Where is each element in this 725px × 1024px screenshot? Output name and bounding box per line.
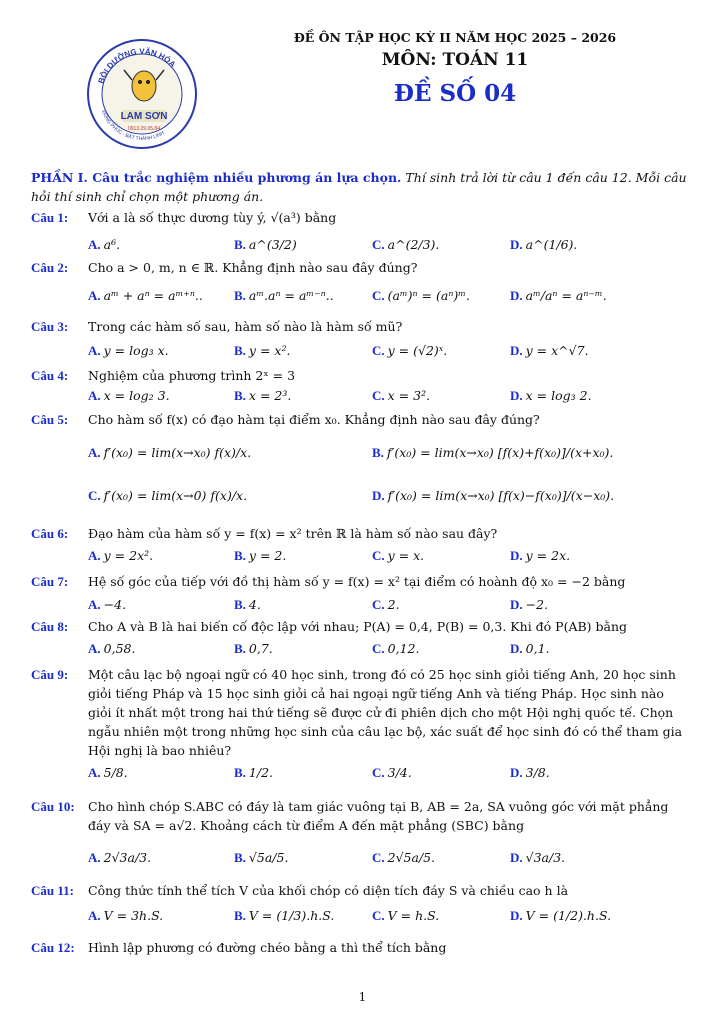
option-c[interactable] (372, 908, 439, 924)
option-b[interactable] (234, 237, 297, 253)
question-4 (31, 366, 691, 385)
option-text: −4. (103, 597, 127, 612)
option-label: C. (372, 388, 385, 403)
question-number: Câu 11: (31, 883, 74, 898)
option-text: f′(x₀) = lim(x→x₀) [f(x)−f(x₀)]/(x−x₀). (387, 488, 615, 503)
option-label: B. (234, 908, 246, 923)
option-b[interactable] (234, 765, 273, 781)
question-5 (31, 410, 691, 429)
option-label: D. (510, 908, 523, 923)
option-c[interactable] (372, 641, 419, 657)
question-9 (31, 665, 691, 760)
option-d[interactable] (510, 641, 550, 657)
question-text: Hệ số góc của tiếp với đồ thị hàm số y = f(x) = x² tại điểm có hoành độ x₀ = −2 bằng (88, 574, 626, 589)
question-text: Với a là số thực dương tùy ý, √(a³) bằng (88, 210, 337, 225)
question-text: Một câu lạc bộ ngoại ngữ có 40 học sinh, trong đó có 25 học sinh giỏi tiếng Anh, 20 học sinh giỏi tiếng Pháp và 15 học sinh giỏi cả hai ngoại ngữ tiếng Anh và tiếng Pháp. Học sinh nào giỏi ít nhất một trong hai thứ tiếng sẽ được cử đi phiên dịch cho một Hội nghị quốc tế. Chọn ngẫu nhiên một trong những học sinh của câu lạc bộ, xác suất để học sinh đó có thể tham gia Hội nghị là bao nhiêu? (88, 667, 683, 758)
option-label: B. (372, 445, 384, 460)
question-number: Câu 5: (31, 412, 69, 427)
question-10 (31, 797, 691, 835)
question-number: Câu 3: (31, 319, 69, 334)
option-label: A. (88, 388, 101, 403)
option-d[interactable] (510, 548, 570, 564)
option-text: 0,1. (525, 641, 550, 656)
option-label: D. (510, 388, 523, 403)
option-b[interactable] (234, 343, 290, 359)
option-label: B. (234, 850, 246, 865)
option-label: C. (372, 908, 385, 923)
option-label: A. (88, 908, 101, 923)
option-d[interactable] (510, 343, 589, 359)
option-text: (aᵐ)ⁿ = (aⁿ)ᵐ. (387, 288, 470, 303)
question-number: Câu 10: (31, 799, 75, 814)
question-text: Đạo hàm của hàm số y = f(x) = x² trên ℝ là hàm số nào sau đây? (88, 526, 498, 541)
option-text: aᵐ/aⁿ = aⁿ⁻ᵐ. (525, 288, 607, 303)
option-text: √5a/5. (248, 850, 289, 865)
option-text: V = (1/2).h.S. (525, 908, 612, 923)
option-label: A. (88, 765, 101, 780)
option-a[interactable] (88, 597, 126, 613)
option-text: 2√3a/3. (103, 850, 152, 865)
option-label: C. (372, 288, 385, 303)
question-text: Công thức tính thể tích V của khối chóp có diện tích đáy S và chiều cao h là (88, 883, 569, 898)
option-label: C. (372, 765, 385, 780)
option-c[interactable] (372, 548, 424, 564)
question-text: Trong các hàm số sau, hàm số nào là hàm số mũ? (88, 319, 403, 334)
option-d[interactable] (510, 597, 548, 613)
option-a[interactable] (88, 237, 120, 253)
exam-title: ĐỀ ÔN TẬP HỌC KỲ II NĂM HỌC 2025 – 2026 (293, 30, 617, 45)
option-text: V = (1/3).h.S. (248, 908, 335, 923)
option-a[interactable] (88, 445, 251, 461)
option-label: C. (372, 237, 385, 252)
question-text: Cho a > 0, m, n ∈ ℝ. Khẳng định nào sau đây đúng? (88, 260, 418, 275)
option-a[interactable] (88, 388, 170, 404)
option-d[interactable] (510, 288, 607, 304)
question-number: Câu 7: (31, 574, 69, 589)
option-label: B. (234, 548, 246, 563)
option-b[interactable] (234, 548, 286, 564)
option-label: C. (372, 641, 385, 656)
option-label: A. (88, 641, 101, 656)
option-a[interactable] (88, 908, 163, 924)
option-text: y = log₃ x. (103, 343, 169, 358)
part-heading (31, 168, 691, 206)
option-b[interactable] (234, 597, 261, 613)
option-text: 5/8. (103, 765, 128, 780)
option-b[interactable] (372, 445, 613, 461)
page-number: 1 (358, 990, 367, 1004)
option-text: 2√5a/5. (387, 850, 436, 865)
question-text: Hình lập phương có đường chéo bằng a thì thể tích bằng (88, 940, 447, 955)
option-text: x = log₃ 2. (525, 388, 592, 403)
option-text: a^(3/2) (248, 237, 297, 252)
option-label: A. (88, 445, 101, 460)
subject-title: MÔN: TOÁN 11 (381, 50, 529, 70)
question-12 (31, 938, 691, 957)
question-number: Câu 9: (31, 667, 69, 682)
option-label: B. (234, 597, 246, 612)
svg-text:LAM SƠN: LAM SƠN (120, 111, 168, 122)
option-label: D. (510, 343, 523, 358)
option-label: B. (234, 237, 246, 252)
option-text: √3a/3. (525, 850, 566, 865)
option-text: x = 2³. (248, 388, 292, 403)
option-c[interactable] (372, 237, 439, 253)
option-text: y = 2x². (103, 548, 154, 563)
option-text: 2. (387, 597, 400, 612)
option-label: C. (88, 488, 101, 503)
option-text: 0,58. (103, 641, 136, 656)
option-label: B. (234, 343, 246, 358)
option-c[interactable] (372, 597, 400, 613)
option-text: 3/4. (387, 765, 412, 780)
option-c[interactable] (88, 488, 247, 504)
option-a[interactable] (88, 850, 151, 866)
option-a[interactable] (88, 641, 135, 657)
option-c[interactable] (372, 850, 435, 866)
question-number: Câu 2: (31, 260, 69, 275)
option-label: D. (510, 237, 523, 252)
question-8 (31, 617, 691, 636)
svg-text:BỒI DƯỠNG VĂN HÓA: BỒI DƯỠNG VĂN HÓA (96, 46, 178, 85)
option-label: D. (510, 288, 523, 303)
question-text: Cho A và B là hai biến cố độc lập với nhau; P(A) = 0,4, P(B) = 0,3. Khi đó P(AB) bằng (88, 619, 628, 634)
option-text: aᵐ + aⁿ = aᵐ⁺ⁿ.. (103, 288, 203, 303)
option-label: D. (510, 597, 523, 612)
option-text: f′(x₀) = lim(x→0) f(x)/x. (103, 488, 248, 503)
option-label: A. (88, 850, 101, 865)
option-d[interactable] (510, 388, 592, 404)
option-text: 0,12. (387, 641, 420, 656)
question-number: Câu 12: (31, 940, 75, 955)
option-d[interactable] (510, 765, 550, 781)
option-text: x = 3². (387, 388, 431, 403)
option-a[interactable] (88, 288, 203, 304)
option-text: y = 2x. (525, 548, 571, 563)
svg-text:0913.29.05.84: 0913.29.05.84 (128, 126, 160, 132)
option-d[interactable] (510, 237, 577, 253)
option-text: 0,7. (248, 641, 273, 656)
option-text: a^(2/3). (387, 237, 440, 252)
option-a[interactable] (88, 765, 128, 781)
option-text: a^(1/6). (525, 237, 578, 252)
option-label: A. (88, 237, 101, 252)
option-label: A. (88, 343, 101, 358)
option-label: D. (510, 641, 523, 656)
option-label: D. (510, 850, 523, 865)
option-label: C. (372, 850, 385, 865)
option-label: B. (234, 765, 246, 780)
part-instruction: Thí sinh trả lời từ câu 1 đến câu 12. Mỗi câu hỏi thí sinh chỉ chọn một phương án. (31, 170, 687, 204)
option-text: V = h.S. (387, 908, 440, 923)
option-label: A. (88, 548, 101, 563)
option-text: −2. (525, 597, 549, 612)
option-label: A. (88, 288, 101, 303)
part-title: PHẦN I. Câu trắc nghiệm nhiều phương án lựa chọn. (31, 170, 402, 185)
option-label: C. (372, 343, 385, 358)
option-text: x = log₂ 3. (103, 388, 170, 403)
option-label: B. (234, 388, 246, 403)
option-label: D. (510, 548, 523, 563)
option-d[interactable] (372, 488, 614, 504)
option-d[interactable] (510, 908, 611, 924)
question-text: Nghiệm của phương trình 2ˣ = 3 (88, 368, 296, 383)
option-b[interactable] (234, 288, 334, 304)
option-text: 4. (248, 597, 261, 612)
option-b[interactable] (234, 908, 334, 924)
option-a[interactable] (88, 343, 169, 359)
option-d[interactable] (510, 850, 565, 866)
option-label: A. (88, 597, 101, 612)
question-number: Câu 1: (31, 210, 69, 225)
option-c[interactable] (372, 765, 412, 781)
question-number: Câu 8: (31, 619, 69, 634)
option-c[interactable] (372, 388, 430, 404)
option-label: D. (510, 765, 523, 780)
option-text: a⁶. (103, 237, 121, 252)
question-6 (31, 524, 691, 543)
question-11 (31, 881, 691, 900)
option-text: f′(x₀) = lim(x→x₀) f(x)/x. (103, 445, 252, 460)
lam-son-logo (86, 38, 198, 150)
option-text: y = x^√7. (525, 343, 589, 358)
option-text: y = 2. (248, 548, 287, 563)
option-text: y = x. (387, 548, 425, 563)
question-text: Cho hình chóp S.ABC có đáy là tam giác vuông tại B, AB = 2a, SA vuông góc với mặt phẳng đáy và SA = a√2. Khoảng cách từ điểm A đến mặt phẳng (SBC) bằng (88, 799, 669, 833)
option-label: B. (234, 288, 246, 303)
option-text: V = 3h.S. (103, 908, 164, 923)
svg-text:ĐỒNG PHÚC - BẮT THÀNH LINH: ĐỒNG PHÚC - BẮT THÀNH LINH (100, 109, 166, 143)
option-c[interactable] (372, 343, 447, 359)
option-text: 3/8. (525, 765, 550, 780)
exam-number: ĐỀ SỐ 04 (393, 80, 517, 107)
option-text: f′(x₀) = lim(x→x₀) [f(x)+f(x₀)]/(x+x₀). (386, 445, 614, 460)
option-text: aᵐ.aⁿ = aᵐ⁻ⁿ.. (248, 288, 334, 303)
option-label: D. (372, 488, 385, 503)
question-number: Câu 6: (31, 526, 69, 541)
option-label: C. (372, 548, 385, 563)
option-text: y = (√2)ˣ. (387, 343, 448, 358)
option-b[interactable] (234, 388, 291, 404)
option-c[interactable] (372, 288, 470, 304)
question-1 (31, 208, 691, 227)
question-3 (31, 317, 691, 336)
option-label: B. (234, 641, 246, 656)
option-label: C. (372, 597, 385, 612)
option-text: y = x². (248, 343, 291, 358)
question-2 (31, 258, 691, 277)
option-a[interactable] (88, 548, 153, 564)
option-b[interactable] (234, 850, 288, 866)
question-number: Câu 4: (31, 368, 69, 383)
option-text: 1/2. (248, 765, 274, 780)
question-7 (31, 572, 691, 591)
question-text: Cho hàm số f(x) có đạo hàm tại điểm x₀. Khẳng định nào sau đây đúng? (88, 412, 540, 427)
option-b[interactable] (234, 641, 273, 657)
